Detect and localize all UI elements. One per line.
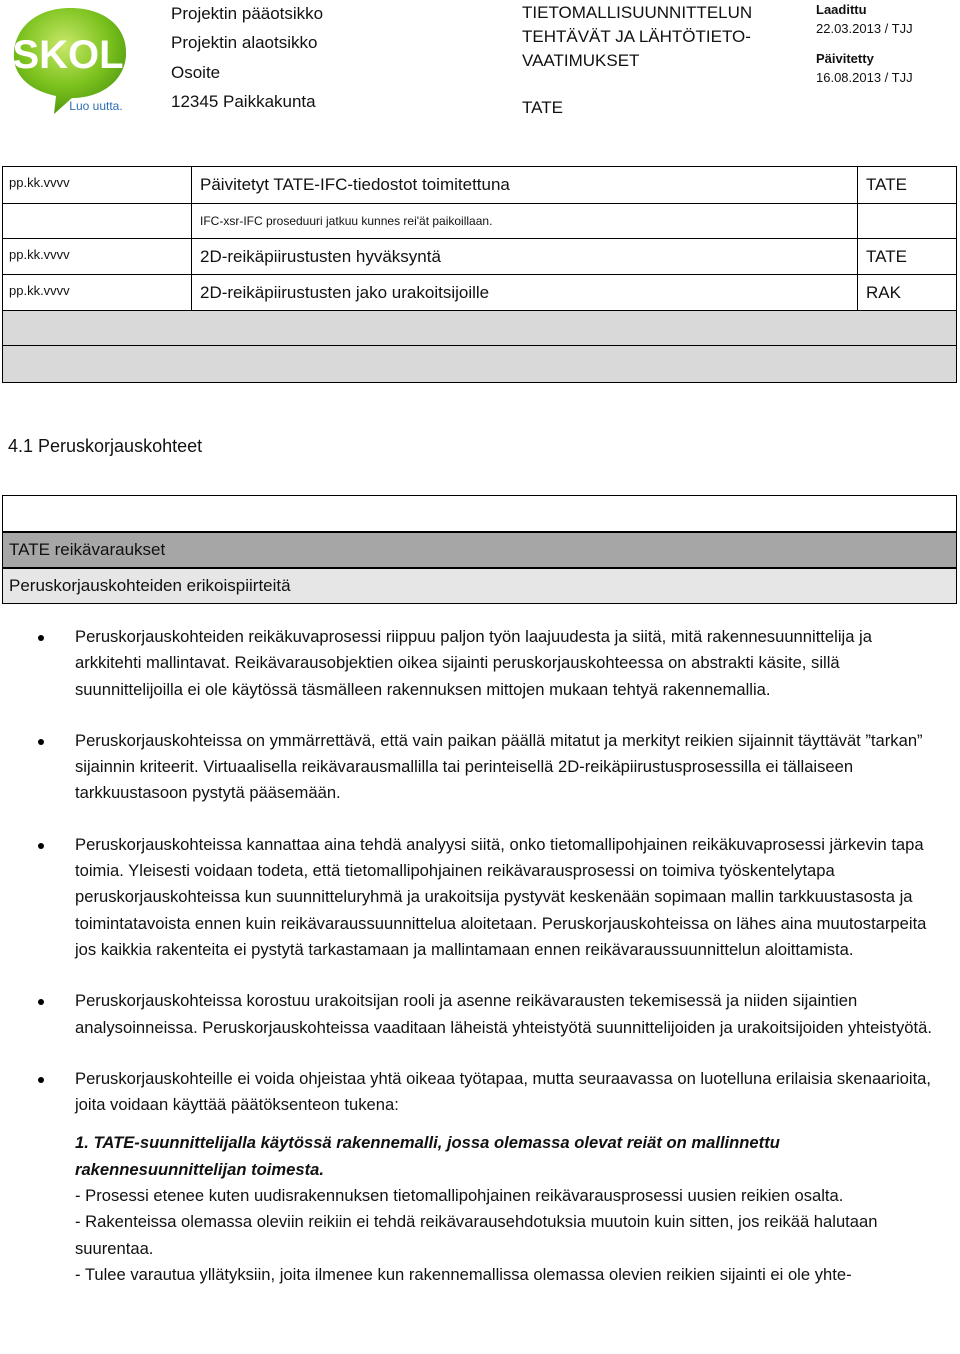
created-label: Laadittu xyxy=(816,2,867,17)
bullet-icon xyxy=(38,843,44,849)
bullet-text: Peruskorjauskohteissa korostuu urakoitsijan rooli ja asenne reikävarausten tekemisessä ja niiden sijaintien analysoinneissa. Peruskorjauskohteissa vaaditaan läheistä yhteistyötä suunnittelijoiden ja urakoitsijoiden yhteistyötä. xyxy=(75,991,932,1037)
table-row-empty xyxy=(3,311,957,346)
row-task: IFC-xsr-IFC proseduuri jatkuu kunnes rei'ät paikoillaan. xyxy=(192,204,858,239)
table-row xyxy=(3,204,957,239)
row-task: 2D-reikäpiirustusten hyväksyntä xyxy=(192,239,858,275)
postal-address: 12345 Paikkakunta xyxy=(171,92,316,111)
bullet-text: Peruskorjauskohteissa kannattaa aina tehdä analyysi siitä, onko tietomallipohjainen reikäkuvaprosessi järkevin tapa toimia. Yleisesti voidaan todeta, että tietomallipohjainen reikävarausprosessi on toimiva työskentelytapa peruskorjauskohteissa kun suunnitteluryhmä ja urakoitsija pystyvät keskenään sopimaan mallin tarkkuustasosta ja toimintatavoista ennen kuin reikävaraussuunnittelua aloitetaan. Peruskorjauskohteissa on lähes aina muutostarpeita jos kaikkia rakenteita ei pystytä tarkastamaan ja mallintamaan ennen reikävaraussuunnittelun aloittamista. xyxy=(75,834,927,959)
doc-title-line-2: TEHTÄVÄT JA LÄHTÖTIETO- xyxy=(522,27,751,46)
table-row xyxy=(3,239,957,275)
scenario-line: - Rakenteissa olemassa oleviin reikiin ei tehdä reikävarausehdotuksia muutoin kuin sitten, jos reikää halutaan suurentaa. xyxy=(75,1212,878,1258)
project-title: Projektin pääotsikko xyxy=(171,4,324,23)
row-date: pp.kk.vvvv xyxy=(3,275,192,311)
bullet-text: Peruskorjauskohteille ei voida ohjeistaa yhtä oikeaa työtapaa, mutta seuraavassa on luotelluna erilaisia skenaarioita, joita voidaan käyttää päätöksenteon tukena: xyxy=(75,1068,932,1115)
bullet-text: Peruskorjauskohteiden reikäkuvaprosessi riippuu paljon työn laajuudesta ja siitä, mitä rakennesuunnittelija ja arkkitehti mallintavat. Reikävarausobjektien oikea sijainti peruskorjauskohteessa on abstrakti käsite, sillä suunnittelijoilla ei ole käytössä täsmälleen rakennuksen mittojen mukaan tehtyä rakennemallia. xyxy=(75,627,872,699)
list-item xyxy=(0,1066,960,1288)
row-date: pp.kk.vvvv xyxy=(3,239,192,275)
doc-title-line-3: VAATIMUKSET xyxy=(522,51,640,70)
table-row xyxy=(3,167,957,204)
list-item xyxy=(0,624,960,703)
bullet-icon xyxy=(38,999,44,1005)
list-item xyxy=(0,728,960,807)
scenario-title: 1. TATE-suunnittelijalla käytössä rakennemalli, jossa olemassa olevat reiät on mallinnettu rakennesuunnittelijan toimesta. xyxy=(75,1133,780,1179)
row-date: pp.kk.vvvv xyxy=(3,167,192,204)
updated-label: Päivitetty xyxy=(816,51,874,66)
box-title: TATE reikävaraukset xyxy=(2,532,957,568)
list-item xyxy=(0,988,960,1041)
logo-tagline: Luo uutta. xyxy=(69,99,123,113)
updated-value: 16.08.2013 / TJJ xyxy=(816,70,913,85)
list-item xyxy=(0,832,960,963)
bullet-text: Peruskorjauskohteissa on ymmärrettävä, että vain paikan päällä mitatut ja merkityt reikien sijainnit täyttävät ”tarkan” sijainnin kriteerit. Virtuaalisella reikävarausmallilla tai perinteisellä 2D-reikäpiirustusprosessilla ei tällaiseen tarkkuustasoon pystytä pääsemään. xyxy=(75,730,923,803)
table-row-empty xyxy=(3,346,957,383)
row-responsible: RAK xyxy=(858,275,957,311)
doc-discipline: TATE xyxy=(522,98,563,117)
bullet-list xyxy=(0,624,960,1288)
box-subtitle: Peruskorjauskohteiden erikoispiirteitä xyxy=(2,568,957,604)
scenario-line: - Tulee varautua yllätyksiin, joita ilmenee kun rakennemallissa olemassa olevien reikien sijainti ei ole yhte- xyxy=(75,1264,852,1284)
scenario-line: - Prosessi etenee kuten uudisrakennuksen tietomallipohjainen reikävarausprosessi uusien reikien osalta. xyxy=(75,1186,844,1206)
row-task: 2D-reikäpiirustusten jako urakoitsijoille xyxy=(192,275,858,311)
logo-text: SKOL xyxy=(12,33,124,77)
table-row xyxy=(3,275,957,311)
row-task: Päivitetyt TATE-IFC-tiedostot toimitettuna xyxy=(192,167,858,204)
body-content xyxy=(0,612,960,1288)
bullet-icon xyxy=(38,1077,44,1083)
box-top-empty xyxy=(2,495,957,532)
bullet-icon xyxy=(38,635,44,641)
row-date xyxy=(3,204,192,239)
bullet-icon xyxy=(38,739,44,745)
address-label: Osoite xyxy=(171,63,221,82)
scenario-block xyxy=(75,1130,940,1288)
schedule-table xyxy=(2,166,957,383)
project-subtitle: Projektin alaotsikko xyxy=(171,33,318,52)
skol-logo xyxy=(8,2,132,118)
doc-title-line-1: TIETOMALLISUUNNITTELUN xyxy=(522,3,753,22)
row-responsible: TATE xyxy=(858,167,957,204)
row-responsible xyxy=(858,204,957,239)
created-value: 22.03.2013 / TJJ xyxy=(816,21,913,36)
row-responsible: TATE xyxy=(858,239,957,275)
section-heading: 4.1 Peruskorjauskohteet xyxy=(8,436,203,456)
